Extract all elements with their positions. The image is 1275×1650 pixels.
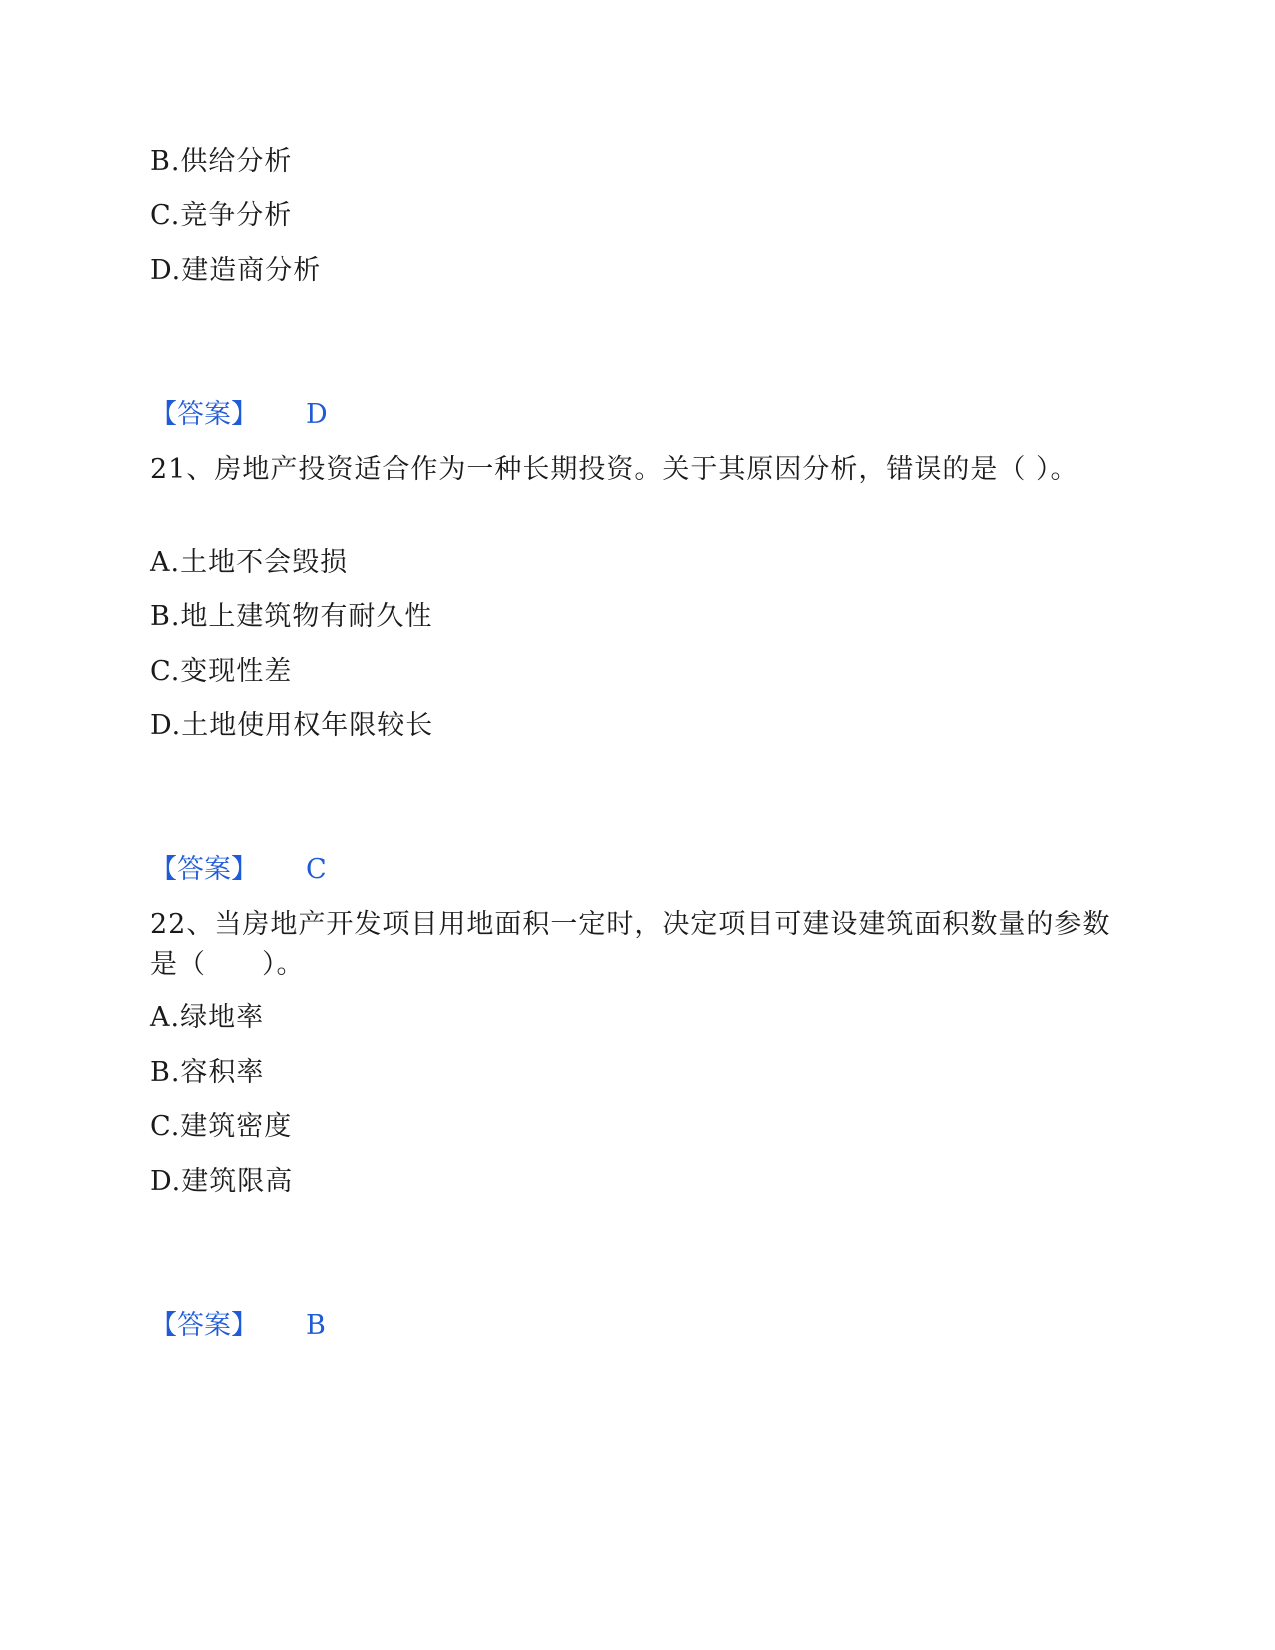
q22-answer-label: 【答案】 xyxy=(150,1310,258,1341)
question-22-stem: 22、当房地产开发项目用地面积一定时，决定项目可建设建筑面积数量的参数是（ ）。 xyxy=(150,909,1111,980)
q21-option-b: B.地上建筑物有耐久性 xyxy=(150,601,433,632)
q21-option-d: D.土地使用权年限较长 xyxy=(150,710,434,741)
q22-answer-value: B xyxy=(306,1310,326,1341)
option-b: B.供给分析 xyxy=(150,146,293,177)
q21-answer-line xyxy=(150,853,327,887)
option-d: D.建造商分析 xyxy=(150,255,322,286)
q21-answer-value: C xyxy=(306,854,327,885)
q22-answer-line xyxy=(150,1309,326,1343)
answer-label: 【答案】 xyxy=(150,399,258,430)
answer-line xyxy=(150,398,328,432)
q22-option-d: D.建筑限高 xyxy=(150,1166,294,1197)
option-c: C.竞争分析 xyxy=(150,200,293,231)
q21-option-a: A.土地不会毁损 xyxy=(150,547,349,578)
question-21-stem: 21、房地产投资适合作为一种长期投资。关于其原因分析，错误的是（ ）。 xyxy=(150,454,1079,485)
q21-option-c: C.变现性差 xyxy=(150,656,293,687)
answer-value: D xyxy=(306,399,328,430)
q21-answer-label: 【答案】 xyxy=(150,854,258,885)
q22-option-c: C.建筑密度 xyxy=(150,1111,293,1142)
q22-option-a: A.绿地率 xyxy=(150,1002,265,1033)
q22-option-b: B.容积率 xyxy=(150,1057,265,1088)
